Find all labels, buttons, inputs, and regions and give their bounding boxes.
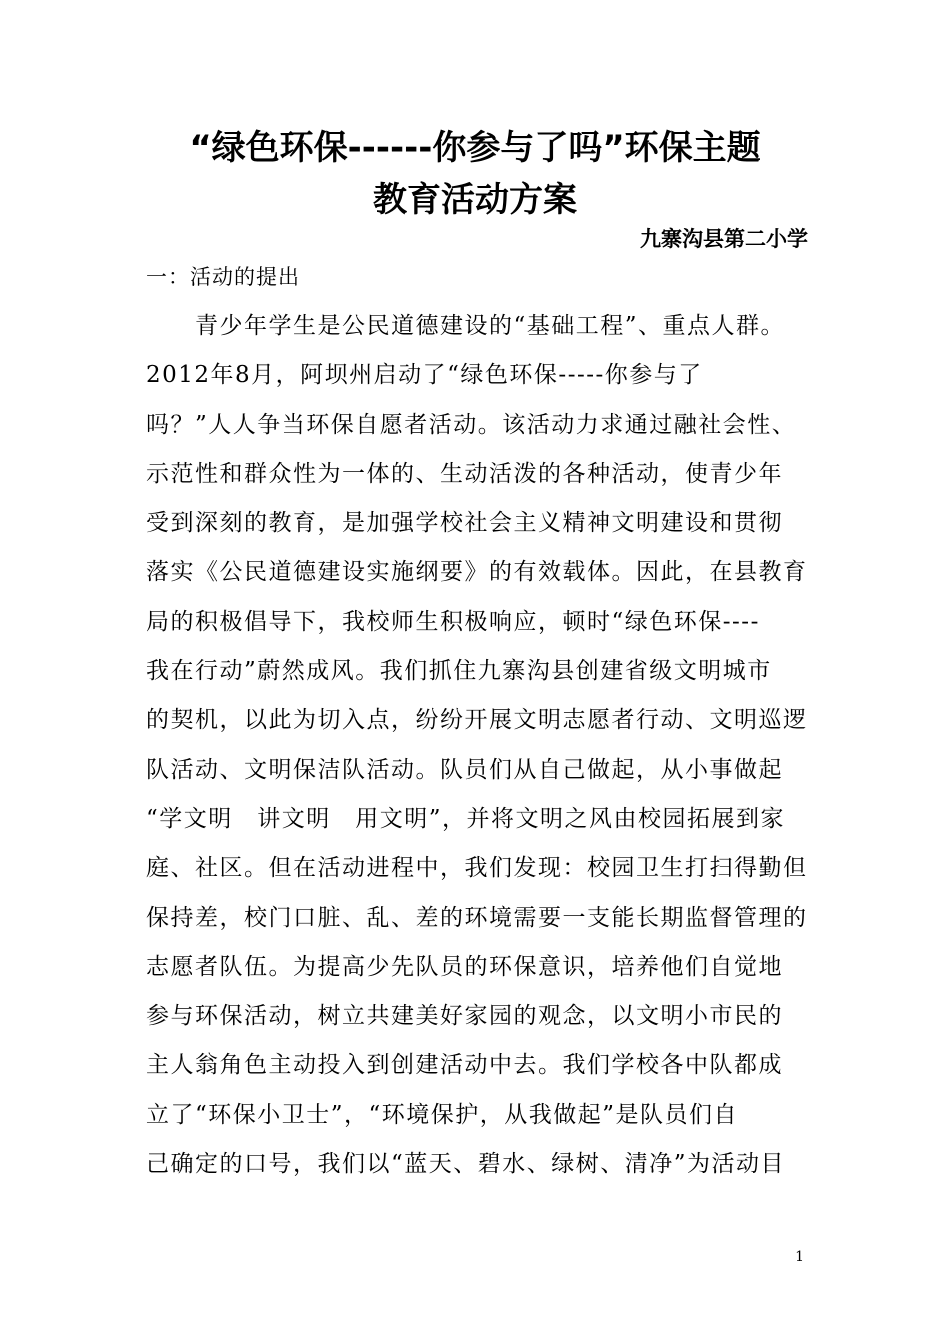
- body-line: 队活动、文明保洁队活动。队员们从自己做起，从小事做起: [146, 756, 783, 783]
- body-line: 落实《公民道德建设实施纲要》的有效载体。因此，在县教育: [146, 559, 808, 586]
- body-line: 示范性和群众性为一体的、生动活泼的各种活动，使青少年: [146, 460, 783, 487]
- body-line: 青少年学生是公民道德建设的“基础工程”、重点人群。: [146, 313, 786, 339]
- body-line: 吗？”人人争当环保自愿者活动。该活动力求通过融社会性、: [146, 411, 797, 438]
- body-line: 主人翁角色主动投入到创建活动中去。我们学校各中队都成: [146, 1052, 783, 1079]
- body-line: 2012年8月，阿坝州启动了“绿色环保-----你参与了: [146, 362, 703, 389]
- body-line: 志愿者队伍。为提高少先队员的环保意识，培养他们自觉地: [146, 953, 783, 980]
- body-line: 局的积极倡导下，我校师生积极响应，顿时“绿色环保----: [146, 608, 760, 635]
- body-line: 受到深刻的教育，是加强学校社会主义精神文明建设和贯彻: [146, 510, 783, 537]
- body-text: [146, 302, 826, 1189]
- body-line: 立了“环保小卫士”，“环境保护，从我做起”是队员们自: [146, 1101, 739, 1128]
- author-school: 九寨沟县第二小学: [640, 227, 808, 251]
- body-line: 己确定的口号，我们以“蓝天、碧水、绿树、清净”为活动目: [146, 1151, 786, 1178]
- section-heading: 一：活动的提出: [146, 265, 300, 289]
- page-number: 1: [795, 1249, 804, 1265]
- body-line: 参与环保活动，树立共建美好家园的观念，以文明小市民的: [146, 1003, 783, 1030]
- body-line: “学文明 讲文明 用文明”，并将文明之风由校园拓展到家: [146, 805, 786, 832]
- body-line: 我在行动”蔚然成风。我们抓住九寨沟县创建省级文明城市: [146, 658, 772, 685]
- document-title-line-2: 教育活动方案: [373, 180, 577, 220]
- body-line: 庭、社区。但在活动进程中，我们发现：校园卫生打扫得勤但: [146, 855, 808, 882]
- document-title-line-1: “绿色环保------你参与了吗”环保主题: [189, 128, 761, 168]
- body-line: 的契机，以此为切入点，纷纷开展文明志愿者行动、文明巡逻: [146, 707, 808, 734]
- body-line: 保持差，校门口脏、乱、差的环境需要一支能长期监督管理的: [146, 904, 808, 931]
